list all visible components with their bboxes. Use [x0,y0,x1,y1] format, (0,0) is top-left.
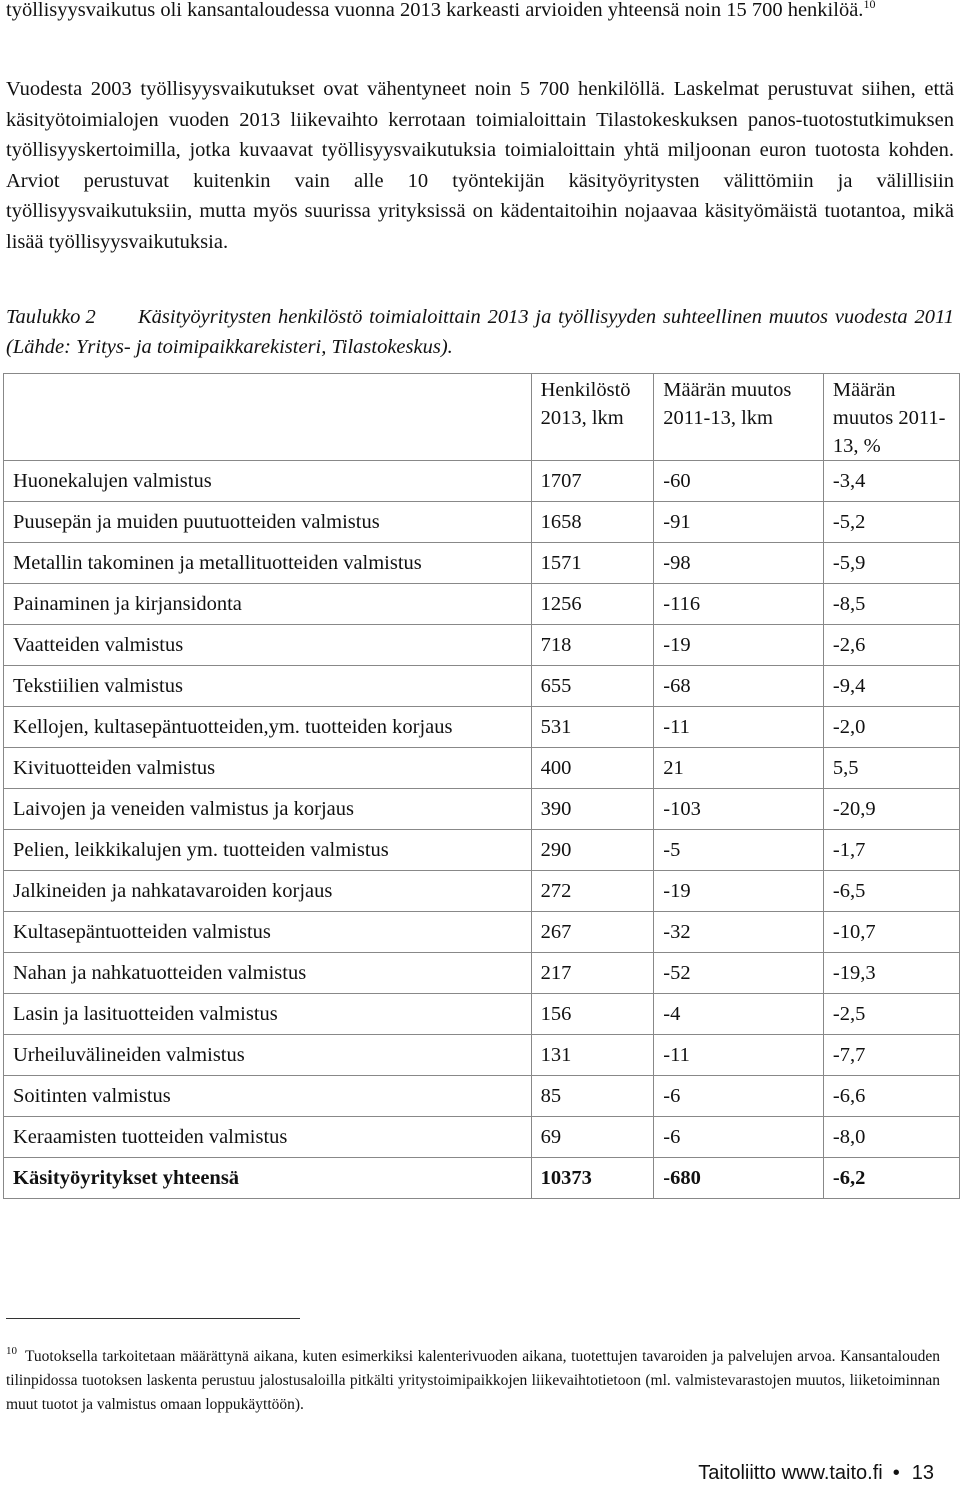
row-industry: Jalkineiden ja nahkatavaroiden korjaus [4,871,532,912]
row-change-percent: -10,7 [823,912,959,953]
row-industry: Kellojen, kultasepäntuotteiden,ym. tuotteiden korjaus [4,707,532,748]
row-industry: Keraamisten tuotteiden valmistus [4,1117,532,1158]
row-staff-2013: 1658 [531,502,654,543]
row-staff-2013: 531 [531,707,654,748]
row-industry: Urheiluvälineiden valmistus [4,1035,532,1076]
row-change-count: -6 [654,1076,824,1117]
row-change-percent: -9,4 [823,666,959,707]
footer-bullet: • [892,1462,900,1484]
total-change-percent: -6,2 [823,1158,959,1199]
table-row [4,461,960,502]
footnote-divider [6,1318,300,1319]
footnote-number: 10 [6,1345,17,1357]
table-row [4,1117,960,1158]
row-staff-2013: 131 [531,1035,654,1076]
table-row [4,789,960,830]
table-row [4,543,960,584]
paragraph-intro-text: työllisyysvaikutus oli kansantaloudessa vuonna 2013 karkeasti arvioiden yhteensä noin 15 700 henkilöä. [6,0,864,21]
table-caption-text: Käsityöyritysten henkilöstö toimialoittain 2013 ja työllisyyden suhteellinen muutos vuodesta 2011 (Lähde: Yritys- ja toimipaikkarekisteri, Tilastokeskus). [6,306,954,358]
row-change-percent: -5,2 [823,502,959,543]
row-change-count: -32 [654,912,824,953]
row-staff-2013: 1707 [531,461,654,502]
row-industry: Vaatteiden valmistus [4,625,532,666]
row-industry: Kultasepäntuotteiden valmistus [4,912,532,953]
table-row [4,830,960,871]
paragraph-body: Vuodesta 2003 työllisyysvaikutukset ovat vähentyneet noin 5 700 henkilöllä. Laskelmat perustuvat siihen, että käsityötoimialojen vuoden 2013 liikevaihto kerrotaan toimialoittain Tilastokeskuksen panos-tuotostutkimuksen työllisyyskertoimilla, jotka kuvaavat työllisyysvaikutuksia toimialoittain yhtä miljoonan euron tuotosta kohden. Arviot perustuvat kuitenkin vain alle 10 työntekijän käsityöyritysten välittömiin ja välillisiin työllisyysvaikutuksiin, mutta myös suurissa yrityksissä on kädentaitoihin nojaavaa käsityömäistä tuotantoa, mikä lisää työllisyysvaikutuksia. [6,78,954,253]
table-row [4,666,960,707]
row-change-count: -11 [654,707,824,748]
table-total-row [4,1158,960,1199]
row-change-count: -98 [654,543,824,584]
footnote-text: Tuotoksella tarkoitetaan määrättynä aikana, kuten esimerkiksi kalenterivuoden aikana, tuotettujen tavaroiden ja palvelujen arvoa. Kansantalouden tilinpidossa tuotoksen laskenta perustuu jalostusaloilla pitkälti yritystoimipaikkojen liikevaihtotietoon (ml. valmistevarastojen muutos, liiketoiminnan muut tuotot ja valmistus omaan loppukäyttöön). [6,1348,940,1413]
row-change-count: 21 [654,748,824,789]
row-staff-2013: 1571 [531,543,654,584]
page-footer [698,1462,934,1485]
row-staff-2013: 156 [531,994,654,1035]
footnote [6,1345,940,1417]
row-change-percent: -7,7 [823,1035,959,1076]
table-row [4,584,960,625]
table-body [4,461,960,1199]
row-change-percent: -2,0 [823,707,959,748]
row-change-percent: -2,5 [823,994,959,1035]
header-cell-industry [4,374,532,461]
row-industry: Kivituotteiden valmistus [4,748,532,789]
table-row [4,953,960,994]
row-change-percent: -2,6 [823,625,959,666]
table-caption-label: Taulukko 2 [6,306,96,328]
table-row [4,502,960,543]
row-staff-2013: 1256 [531,584,654,625]
header-cell-staff-2013: Henkilöstö 2013, lkm [531,374,654,461]
footnote-ref[interactable]: 10 [863,0,876,11]
row-staff-2013: 217 [531,953,654,994]
row-industry: Pelien, leikkikalujen ym. tuotteiden valmistus [4,830,532,871]
row-change-percent: -1,7 [823,830,959,871]
row-change-percent: -8,0 [823,1117,959,1158]
row-change-count: -19 [654,871,824,912]
row-industry: Lasin ja lasituotteiden valmistus [4,994,532,1035]
staff-by-industry-table [3,373,960,1199]
header-cell-change-count: Määrän muutos 2011-13, lkm [654,374,824,461]
row-industry: Tekstiilien valmistus [4,666,532,707]
table-row [4,625,960,666]
table-row [4,1035,960,1076]
row-industry: Huonekalujen valmistus [4,461,532,502]
header-cell-change-percent: Määrän muutos 2011-13, % [823,374,959,461]
paragraph-intro [6,0,954,26]
row-staff-2013: 272 [531,871,654,912]
table-row [4,1076,960,1117]
row-industry: Nahan ja nahkatuotteiden valmistus [4,953,532,994]
row-change-percent: -8,5 [823,584,959,625]
row-staff-2013: 267 [531,912,654,953]
row-change-percent: -19,3 [823,953,959,994]
row-change-count: -116 [654,584,824,625]
row-change-count: -103 [654,789,824,830]
row-staff-2013: 85 [531,1076,654,1117]
total-change-count: -680 [654,1158,824,1199]
row-change-count: -68 [654,666,824,707]
row-industry: Soitinten valmistus [4,1076,532,1117]
row-industry: Puusepän ja muiden puutuotteiden valmistus [4,502,532,543]
row-change-percent: -20,9 [823,789,959,830]
row-staff-2013: 290 [531,830,654,871]
row-staff-2013: 390 [531,789,654,830]
row-staff-2013: 69 [531,1117,654,1158]
row-staff-2013: 655 [531,666,654,707]
table-caption [6,302,954,362]
row-change-count: -60 [654,461,824,502]
row-industry: Laivojen ja veneiden valmistus ja korjaus [4,789,532,830]
total-industry: Käsityöyritykset yhteensä [4,1158,532,1199]
row-change-count: -6 [654,1117,824,1158]
table-row [4,912,960,953]
row-industry: Metallin takominen ja metallituotteiden valmistus [4,543,532,584]
page-number: 13 [911,1462,934,1484]
row-change-count: -19 [654,625,824,666]
row-change-count: -52 [654,953,824,994]
row-change-count: -4 [654,994,824,1035]
table-row [4,871,960,912]
row-industry: Painaminen ja kirjansidonta [4,584,532,625]
row-change-count: -11 [654,1035,824,1076]
row-change-percent: -5,9 [823,543,959,584]
row-staff-2013: 718 [531,625,654,666]
row-change-percent: -6,6 [823,1076,959,1117]
footer-org: Taitoliitto www.taito.fi [698,1462,883,1484]
table-row [4,707,960,748]
table-row [4,748,960,789]
row-change-count: -5 [654,830,824,871]
row-change-percent: -6,5 [823,871,959,912]
row-change-percent: 5,5 [823,748,959,789]
total-staff-2013: 10373 [531,1158,654,1199]
row-change-count: -91 [654,502,824,543]
row-change-percent: -3,4 [823,461,959,502]
row-staff-2013: 400 [531,748,654,789]
table-row [4,994,960,1035]
table-header-row [4,374,960,461]
